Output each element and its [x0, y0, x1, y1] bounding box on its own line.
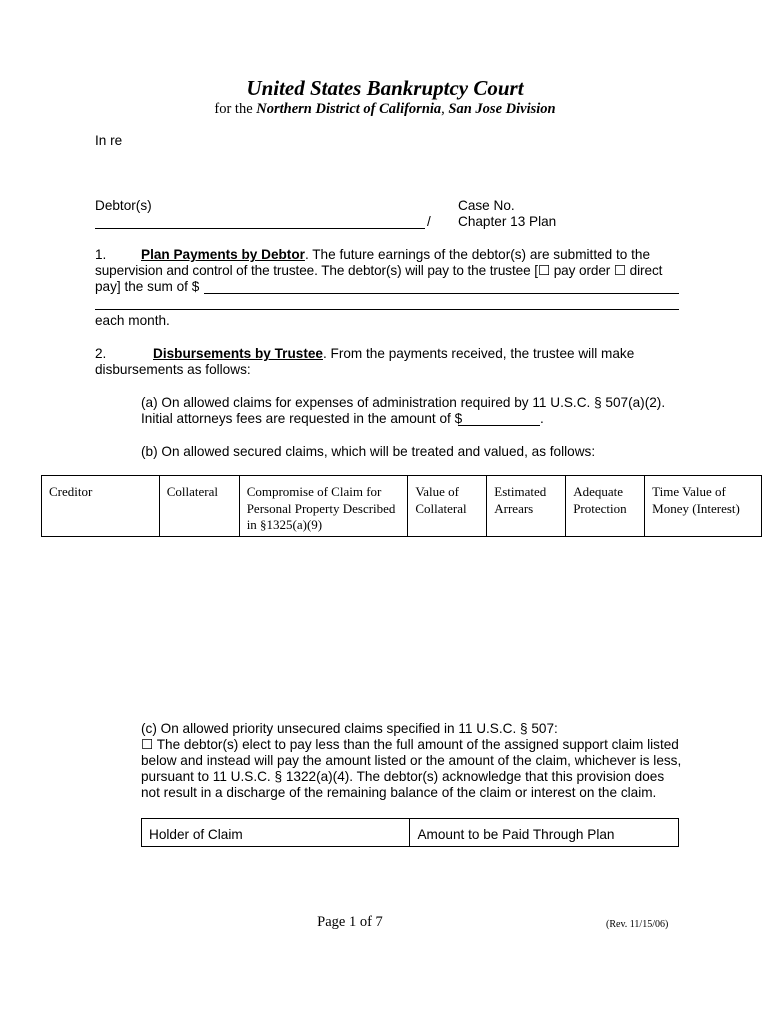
section-2c-line-1: (c) On allowed priority unsecured claims specified in 11 U.S.C. § 507:	[141, 721, 558, 736]
section-2-number: 2.	[95, 346, 107, 361]
section-1-line-2: supervision and control of the trustee. The debtor(s) will pay to the trustee [☐ pay order ☐ direct	[95, 263, 663, 278]
section-1-text: . The future earnings of the debtor(s) are submitted to the	[304, 247, 651, 262]
header-creditor: Creditor	[42, 476, 160, 537]
division-name: San Jose Division	[448, 101, 556, 117]
section-2c-line-2: ☐ The debtor(s) elect to pay less than the full amount of the assigned support claim listed	[141, 737, 679, 752]
secured-claims-table	[41, 475, 762, 537]
header-estimated-arrears: Estimated Arrears	[487, 476, 566, 537]
section-2c-line-5: not result in a discharge of the remaining balance of the claim or interest on the claim.	[141, 785, 657, 800]
attorney-fees-period: .	[540, 411, 544, 426]
section-2-line-1	[153, 346, 634, 362]
section-2-text: . From the payments received, the trustee will make	[322, 346, 635, 361]
section-2-heading: Disbursements by Trustee	[153, 346, 323, 361]
debtors-label: Debtor(s)	[95, 198, 152, 213]
header-collateral: Collateral	[159, 476, 239, 537]
header-holder-of-claim: Holder of Claim	[142, 819, 410, 847]
section-1-line-1	[141, 247, 679, 263]
subtitle-prefix: for the	[214, 101, 257, 117]
subtitle-separator: ,	[441, 101, 449, 117]
section-1-line-3: pay] the sum of $	[95, 279, 200, 294]
header-amount-paid-through-plan: Amount to be Paid Through Plan	[410, 819, 679, 847]
section-2c-line-4: pursuant to 11 U.S.C. § 1322(a)(4). The debtor(s) acknowledge that this provision does	[141, 769, 665, 784]
revision-date: (Rev. 11/15/06)	[606, 919, 669, 930]
district-name: Northern District of California	[256, 101, 442, 117]
header-compromise-of-claim: Compromise of Claim for Personal Property Described in §1325(a)(9)	[239, 476, 408, 537]
header-adequate-protection: Adequate Protection	[566, 476, 645, 537]
header-time-value-of-money: Time Value of Money (Interest)	[645, 476, 762, 537]
section-2-line-2: disbursements as follows:	[95, 362, 251, 377]
secured-claims-header-row	[42, 476, 762, 537]
debtor-name-line[interactable]	[95, 228, 425, 229]
attorney-fees-line[interactable]	[458, 425, 540, 426]
payment-amount-line-2[interactable]	[95, 309, 679, 310]
case-number-label: Case No.	[458, 198, 515, 213]
page-number: Page 1 of 7	[317, 914, 383, 930]
chapter-label: Chapter 13 Plan	[458, 214, 557, 229]
section-1-line-4: each month.	[95, 313, 170, 328]
section-2c-line-3: below and instead will pay the amount listed or the amount of the claim, whichever is less,	[141, 753, 682, 768]
payment-amount-line[interactable]	[204, 293, 679, 294]
section-2b-line: (b) On allowed secured claims, which will be treated and valued, as follows:	[141, 444, 596, 459]
section-1-heading: Plan Payments by Debtor	[141, 247, 305, 262]
court-subtitle	[0, 101, 770, 118]
section-1-number: 1.	[95, 247, 107, 262]
section-2a-line-1: (a) On allowed claims for expenses of administration required by 11 U.S.C. § 507(a)(2).	[141, 395, 666, 410]
header-value-of-collateral: Value of Collateral	[408, 476, 487, 537]
priority-claims-table	[141, 818, 679, 847]
priority-claims-header-row	[142, 819, 679, 847]
in-re-label: In re	[95, 133, 123, 148]
caption-slash: /	[427, 214, 431, 229]
court-title: United States Bankruptcy Court	[246, 76, 524, 100]
section-2a-line-2: Initial attorneys fees are requested in the amount of $	[141, 411, 463, 426]
